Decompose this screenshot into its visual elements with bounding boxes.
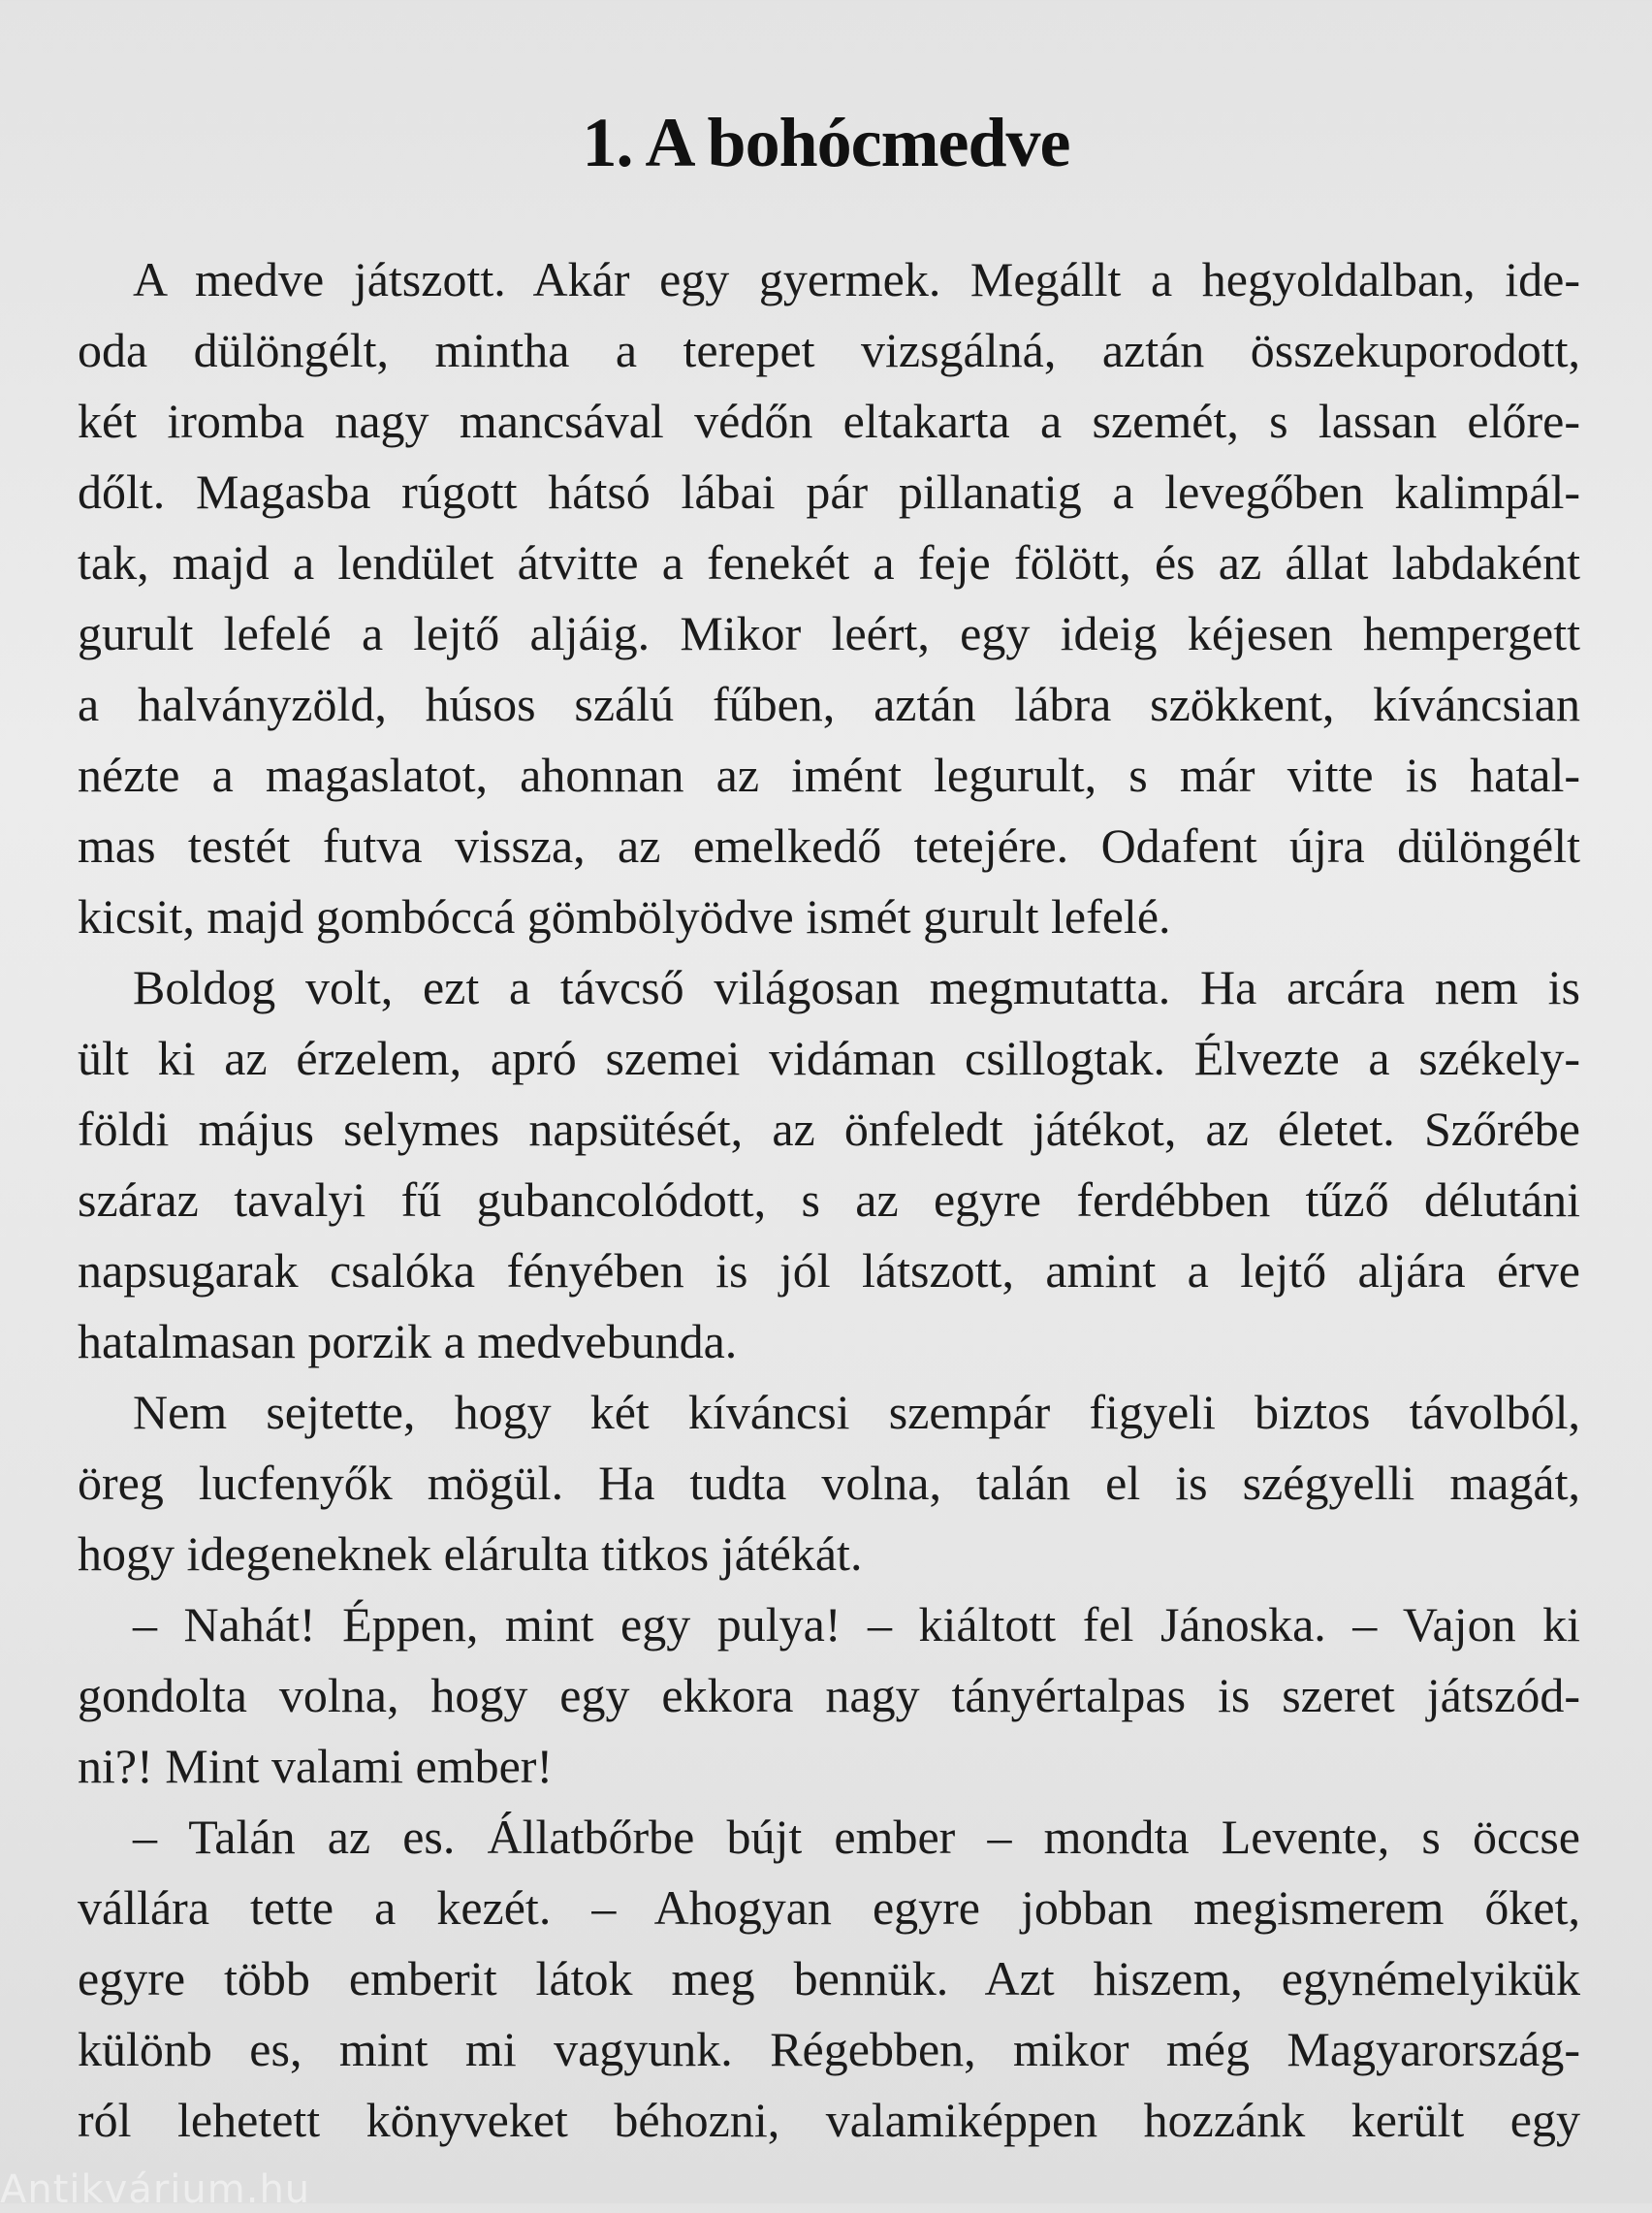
text-line: ról lehetett könyveket béhozni, valamiképpen hozzánk került egy (78, 2093, 1580, 2147)
paragraph-3 (78, 1377, 1580, 1589)
paragraph-5 (78, 1802, 1580, 2156)
text-line: gurult lefelé a lejtő aljáig. Mikor leért, egy ideig kéjesen hempergett (78, 606, 1580, 660)
text-line: száraz tavalyi fű gubancolódott, s az egyre ferdébben tűző délutáni (78, 1172, 1580, 1227)
chapter-title: 1. A bohócmedve (582, 104, 1070, 182)
text-line: vállára tette a kezét. – Ahogyan egyre jobban megismerem őket, (78, 1880, 1580, 1935)
text-line: a halványzöld, húsos szálú fűben, aztán lábra szökkent, kíváncsian (78, 677, 1580, 731)
text-line: Boldog volt, ezt a távcső világosan megmutatta. Ha arcára nem is (133, 960, 1580, 1014)
chapter-body (78, 244, 1580, 2156)
paragraph-4 (78, 1589, 1580, 1802)
text-line: oda dülöngélt, mintha a terepet vizsgálná, aztán összekuporodott, (78, 323, 1580, 377)
text-line: kicsit, majd gombóccá gömbölyödve ismét gurult lefelé. (78, 889, 1171, 944)
text-line: ni?! Mint valami ember! (78, 1739, 554, 1793)
text-line: A medve játszott. Akár egy gyermek. Megállt a hegyoldalban, ide- (133, 252, 1580, 306)
text-line: gondolta volna, hogy egy ekkora nagy tányértalpas is szeret játszód- (78, 1668, 1580, 1722)
text-line: mas testét futva vissza, az emelkedő tetejére. Odafent újra dülöngélt (78, 818, 1580, 873)
text-line: különb es, mint mi vagyunk. Régebben, mikor még Magyarország- (78, 2022, 1580, 2076)
text-line: egyre több emberit látok meg bennük. Azt hiszem, egynémelyikük (78, 1951, 1580, 2005)
text-line: tak, majd a lendület átvitte a fenekét a feje fölött, és az állat labdaként (78, 535, 1580, 590)
paragraph-1 (78, 244, 1580, 952)
text-line: – Talán az es. Állatbőrbe bújt ember – mondta Levente, s öccse (133, 1810, 1580, 1864)
text-line: két iromba nagy mancsával védőn eltakarta a szemét, s lassan előre- (78, 394, 1580, 448)
text-line: – Nahát! Éppen, mint egy pulya! – kiáltott fel Jánoska. – Vajon ki (133, 1597, 1580, 1652)
watermark: Antikvárium.hu (0, 2167, 311, 2212)
text-line: öreg lucfenyők mögül. Ha tudta volna, talán el is szégyelli magát, (78, 1456, 1580, 1510)
text-line: hogy idegeneknek elárulta titkos játékát. (78, 1526, 863, 1581)
text-line: nézte a magaslatot, ahonnan az imént legurult, s már vitte is hatal- (78, 748, 1580, 802)
text-line: dőlt. Magasba rúgott hátsó lábai pár pillanatig a levegőben kalimpál- (78, 465, 1580, 519)
text-line: földi május selymes napsütését, az önfeledt játékot, az életet. Szőrébe (78, 1102, 1580, 1156)
text-line: ült ki az érzelem, apró szemei vidáman csillogtak. Élvezte a székely- (78, 1031, 1580, 1085)
paragraph-2 (78, 952, 1580, 1377)
text-line: napsugarak csalóka fényében is jól látszott, amint a lejtő aljára érve (78, 1243, 1580, 1298)
text-line: Nem sejtette, hogy két kíváncsi szempár figyeli biztos távolból, (133, 1385, 1580, 1439)
text-line: hatalmasan porzik a medvebunda. (78, 1314, 738, 1368)
